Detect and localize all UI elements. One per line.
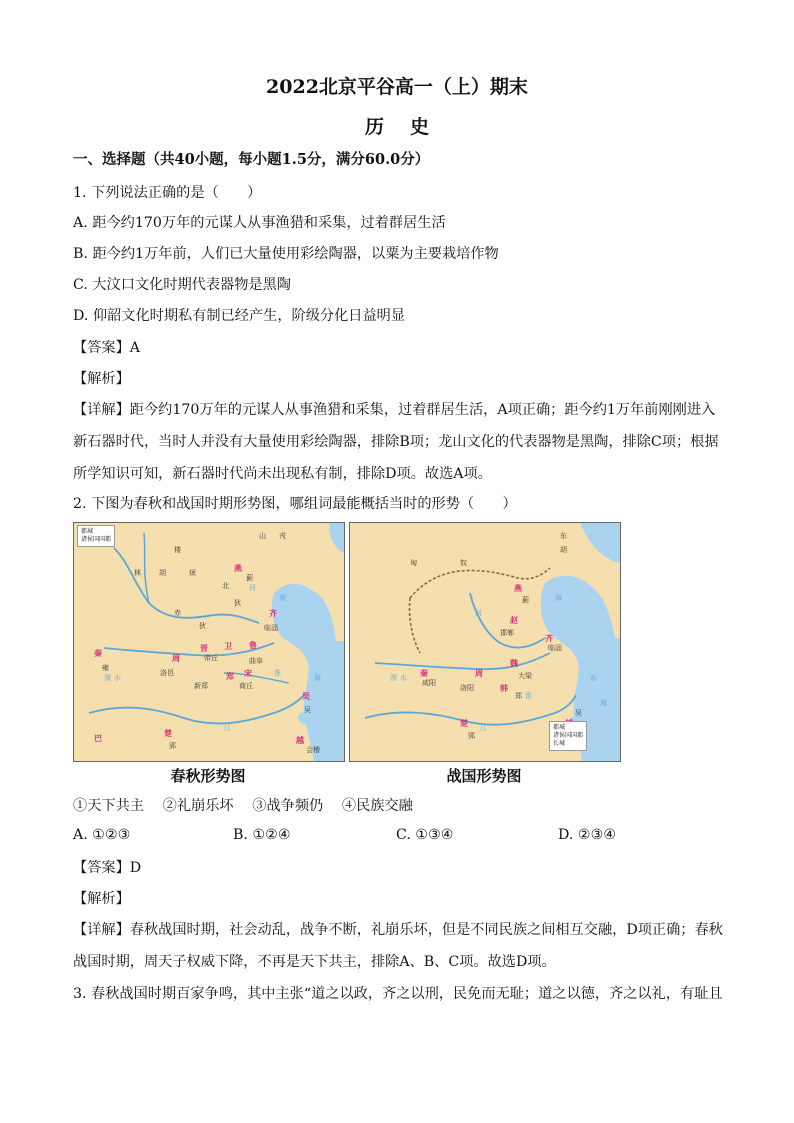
map-label: 狄: [234, 599, 241, 607]
map-label: 秦: [94, 649, 102, 658]
map-label: 奴: [460, 559, 467, 567]
legend-capital: 都城: [553, 724, 566, 731]
q2-option-c: C. ①③④: [396, 827, 454, 843]
q2-option-a: A. ①②③: [73, 827, 131, 843]
q2-maps: [73, 522, 721, 762]
map-label: 河: [475, 609, 482, 617]
map-label: 楚: [164, 729, 172, 738]
map-label: 水: [400, 674, 407, 682]
map-label: 淮: [274, 669, 281, 677]
map-label: 韩: [500, 684, 508, 693]
q2-detail-line: 【详解】春秋战国时期，社会动乱，战争不断，礼崩乐坏，但是不同民族之间相互交融，D项正确；春秋: [73, 922, 723, 938]
q3-stem: 3. 春秋战国时期百家争鸣，其中主张“道之以政，齐之以刑，民免而无耻；道之以德，齐之以礼，有耻且: [73, 986, 723, 1002]
map-label: 吴: [304, 706, 311, 714]
exam-title: 2022北京平谷高一（上）期末: [266, 76, 528, 98]
map-label: 巴: [94, 734, 102, 743]
q1-detail-line: 新石器时代，当时人并没有大量使用彩绘陶器，排除B项；龙山文化的代表器物是黑陶，排除C项；根据: [73, 434, 719, 450]
map-label: 晋: [200, 644, 208, 653]
map-label: 大梁: [518, 672, 532, 680]
map-label: 临淄: [264, 624, 278, 632]
map-label: 河: [249, 584, 256, 592]
map-label: 越: [296, 736, 304, 745]
q2-stem: 2. 下图为春秋和战国时期形势图，哪组词最能概括当时的形势（ ）: [73, 496, 517, 512]
map1-caption: 春秋形势图: [170, 767, 246, 785]
legend-great-wall: 长城: [553, 740, 566, 747]
map-label: 蓟: [246, 574, 253, 582]
q2-answer: 【答案】D: [73, 860, 142, 876]
map-label: 水: [114, 674, 121, 682]
map-label: 魏: [510, 659, 518, 668]
map-label: 雍: [102, 664, 109, 672]
map-label: 江: [224, 724, 231, 732]
map2-caption: 战国形势图: [446, 767, 522, 785]
map-label: 渭: [390, 674, 397, 682]
map-label: 邯郸: [500, 629, 514, 637]
legend-state-capital: 诸侯国国都: [553, 732, 584, 739]
q1-answer: 【答案】A: [73, 340, 140, 356]
map-label: 林: [134, 569, 141, 577]
map-label: 鲁: [249, 641, 257, 650]
subject-title: 历史: [364, 116, 455, 138]
map-label: 郢: [468, 732, 475, 740]
map-label: 狄: [199, 622, 206, 630]
map-label: 洛邑: [160, 669, 174, 677]
map-label: 郢: [169, 742, 176, 750]
map-label: 楚: [460, 719, 468, 728]
map-label: 海: [314, 674, 321, 682]
q2-option-d: D. ②③④: [558, 827, 617, 843]
q2-items: ①天下共主 ②礼崩乐坏 ③战争频仍 ④民族交融: [73, 798, 413, 814]
map-label: 海: [555, 594, 562, 602]
map-label: 烦: [189, 569, 196, 577]
q2-analysis-label: 【解析】: [73, 891, 130, 907]
map-label: 胡: [159, 569, 166, 577]
section-heading: 一、选择题（共40小题，每小题1.5分，满分60.0分）: [73, 151, 430, 168]
q1-option-a: A. 距今约170万年的元谋人从事渔猎和采集，过着群居生活: [73, 215, 446, 231]
map-label: 洛阳: [460, 684, 474, 692]
map-label: 赵: [510, 616, 518, 625]
map-label: 卫: [224, 642, 232, 651]
q1-stem: 1. 下列说法正确的是（ ）: [73, 185, 262, 201]
map-label: 周: [172, 654, 180, 663]
map-label: 匈: [410, 559, 417, 567]
map-label: 郑: [226, 672, 234, 681]
spring-autumn-map: [73, 522, 345, 762]
map-label: 海: [279, 594, 286, 602]
map-label: 淮: [525, 692, 532, 700]
map-label: 东: [590, 674, 597, 682]
map-label: 宋: [244, 669, 252, 678]
q2-option-b: B. ①②④: [233, 827, 291, 843]
q1-detail-line: 【详解】距今约170万年的元谋人从事渔猎和采集，过着群居生活，A项正确；距今约1万年前刚刚进入: [73, 402, 716, 418]
map2-legend: [549, 721, 587, 751]
map-label: 咸阳: [422, 679, 436, 687]
q1-analysis-label: 【解析】: [73, 371, 130, 387]
map-label: 蓟: [522, 596, 529, 604]
q1-option-c: C. 大汶口文化时期代表器物是黑陶: [73, 277, 291, 293]
map-label: 新郑: [194, 682, 208, 690]
map-label: 赤: [174, 609, 181, 617]
map-label: 山: [259, 532, 266, 540]
map-label: 秦: [420, 669, 428, 678]
map-label: 海: [600, 699, 607, 707]
map-label: 北: [222, 582, 229, 590]
q1-detail-line: 所学知识可知，新石器时代尚未出现私有制，排除D项。故选A项。: [73, 466, 492, 482]
map-label: 齐: [545, 634, 553, 643]
map-label: 江: [480, 724, 487, 732]
q1-option-d: D. 仰韶文化时期私有制已经产生，阶级分化日益明显: [73, 308, 406, 324]
map1-legend: [77, 525, 115, 547]
q1-option-b: B. 距今约1万年前，人们已大量使用彩绘陶器，以粟为主要栽培作物: [73, 246, 499, 262]
map-label: 临淄: [548, 644, 562, 652]
map-label: 东: [560, 532, 567, 540]
map-label: 齐: [269, 609, 277, 618]
map-label: 燕: [234, 564, 242, 573]
map-label: 楼: [174, 546, 181, 554]
map-label: 会稽: [306, 746, 320, 754]
map-label: 吴: [575, 709, 582, 717]
legend-state-capital: 诸侯国国都: [81, 536, 112, 543]
map-label: 郑: [515, 692, 522, 700]
map-label: 商丘: [239, 682, 253, 690]
map-label: 周: [475, 669, 483, 678]
map-label: 胡: [560, 546, 567, 554]
map-label: 吴: [302, 692, 310, 701]
map-label: 燕: [514, 584, 522, 593]
map-label: 曲阜: [249, 657, 263, 665]
map-label: 帝丘: [204, 654, 218, 662]
map-label: 戎: [279, 532, 286, 540]
q2-detail-line: 战国时期，周天子权威下降，不再是天下共主，排除A、B、C项。故选D项。: [73, 954, 556, 970]
legend-capital: 都城: [81, 528, 94, 535]
map-label: 渭: [104, 674, 111, 682]
